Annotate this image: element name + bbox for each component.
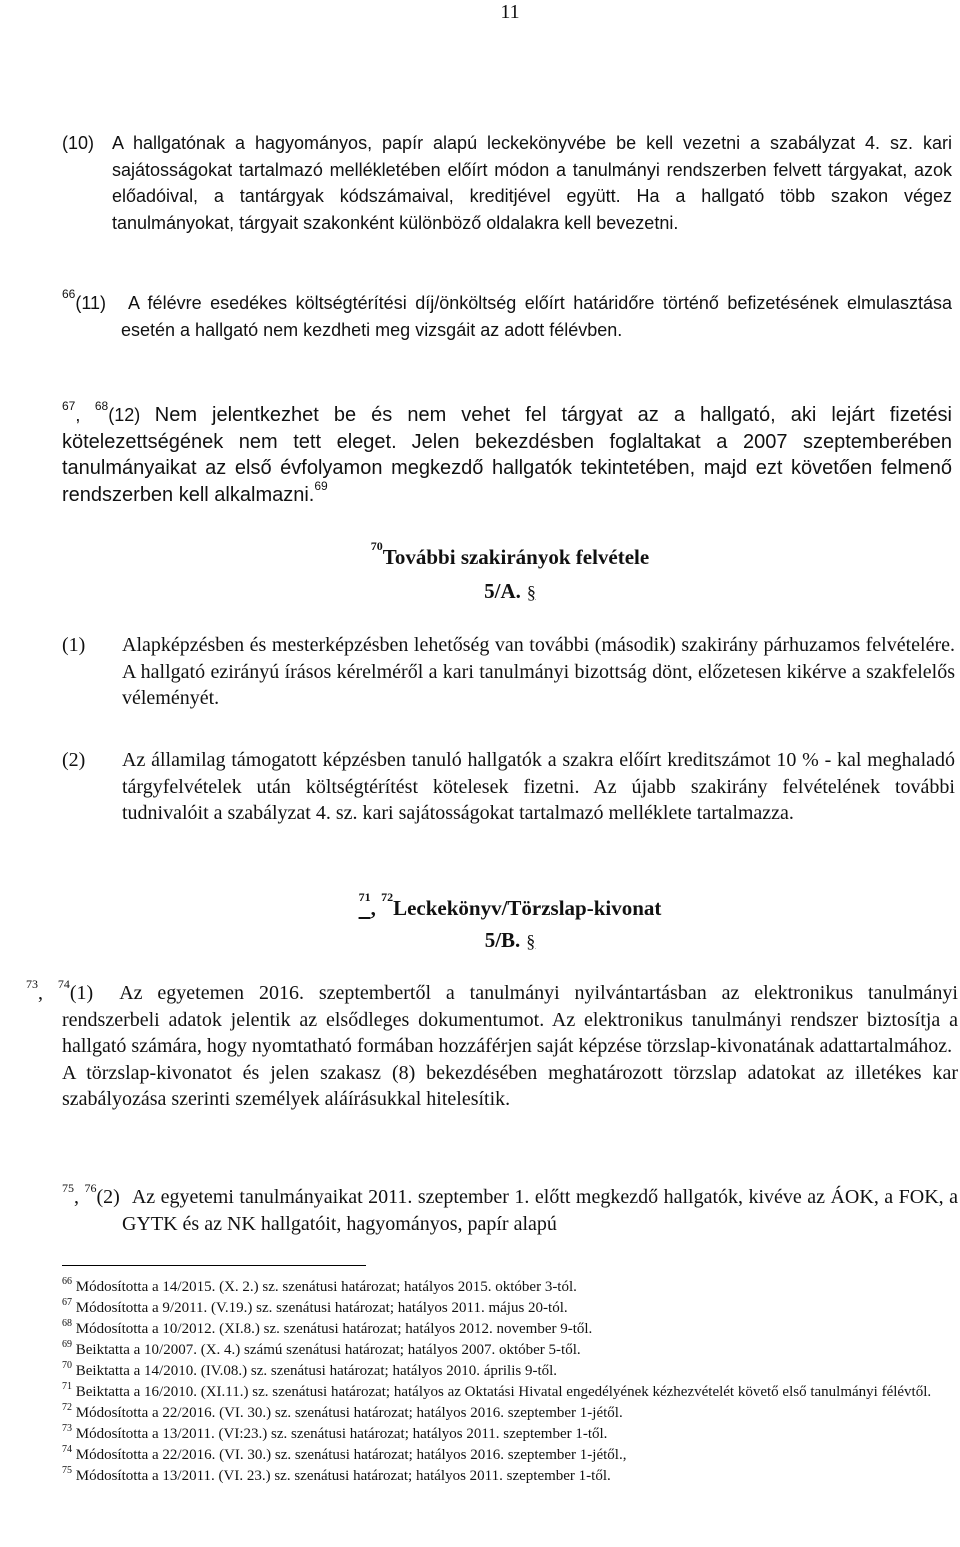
paragraph-text: Az államilag támogatott képzésben tanuló hallgatók a szakra előírt kreditszámot 10 % - kal meghaladó tárgyfelvételek után költségtérítést kötelesek fizetni. Az újabb szakirány felvételének további tudnivalóit a szabályzat 4. sz. kari sajátosságokat tartalmazó melléklete tartalmazza. [122, 749, 955, 824]
paragraph-label: (10) [62, 133, 95, 153]
paragraph-label: (2) [96, 1186, 120, 1208]
paragraph-sentence: A hallgatónak a hagyományos, papír alapú leckekönyvébe be kell vezetni a szabályzat 4. sz. kari sajátosságokat tartalmazó mellékletében előírt módon a tanulmányi rendszerben felvett tárgyakat, azok előadóival, a tantárgyak kódszámaival, kreditjével együtt. [112, 133, 952, 206]
footnote [62, 1424, 942, 1445]
footnote-number: 69 [62, 1339, 72, 1350]
footnote-ref[interactable]: 73 [26, 977, 38, 991]
footnote [62, 1277, 942, 1298]
paragraph-label: (1) [62, 634, 86, 656]
footnote-ref[interactable]: 76 [84, 1181, 97, 1195]
footnote-text: Módosította a 13/2011. (VI. 23.) sz. szenátusi határozat; hatályos 2011. szeptember 1-től. [75, 1468, 611, 1484]
footnote-ref[interactable]: 68 [94, 399, 109, 413]
footnote-number: 73 [62, 1423, 72, 1434]
footnote-ref[interactable]: 66 [62, 287, 76, 301]
ref-separator: , [370, 896, 382, 920]
footnote-divider [62, 1265, 366, 1266]
footnote-number: 66 [62, 1276, 72, 1287]
footnote-ref[interactable]: 72 [381, 890, 394, 904]
footnote-number: 71 [62, 1381, 72, 1392]
paragraph-sentence: Az egyetemi tanulmányaikat 2011. szeptember 1. előtt megkezdő hallgatók, kivéve az ÁOK, a FOK, a GYTK és az NK hallgatóit, hagyományos, papír alapú [122, 1186, 958, 1235]
paragraph-label: (11) [75, 293, 107, 313]
paragraph-sentence: Az egyetemen 2016. szeptembertől a tanulmányi nyilvántartásban az elektronikus tanulmányi rendszerbeli adatok jelentik az elsődleges dokumentumot. Az elektronikus tanulmányi rendszer biztosítja a hallgató számára, hogy nyomtatható formában hozzáférjen saját képzése törzslap-kivonatának adattartalmához. [62, 982, 958, 1057]
footnote-number: 67 [62, 1297, 72, 1308]
paragraph-12 [62, 399, 952, 508]
page-number: 11 [500, 1, 520, 23]
footnote-text: Beiktatta a 10/2007. (X. 4.) számú szenátusi határozat; hatályos 2007. október 5-től. [75, 1342, 581, 1358]
section-number-text: 5/A. [484, 579, 521, 603]
section-5b-paragraph-2 [62, 1181, 958, 1237]
footnote-ref[interactable]: 70 [370, 539, 383, 553]
section-title: További szakirányok felvétele [382, 545, 650, 569]
section-number [0, 576, 960, 607]
footnote-text: Módosította a 13/2011. (VI:23.) sz. szenátusi határozat; hatályos 2011. szeptember 1-től. [75, 1426, 608, 1442]
footnote [62, 1361, 942, 1382]
footnote-ref[interactable]: 71 [358, 890, 371, 904]
footnote-text: Beiktatta a 16/2010. (XI.11.) sz. szenátusi határozat; hatályos az Oktatási Hivatal engedélyének kézhezvételét követő első tanulmányi félévtől. [75, 1384, 932, 1400]
ref-separator: , [38, 982, 58, 1004]
paragraph-11 [62, 287, 952, 343]
footnote [62, 1445, 942, 1466]
paragraph-text [112, 130, 952, 236]
footnote [62, 1382, 942, 1403]
paragraph-text [122, 632, 955, 712]
footnote-number: 74 [62, 1444, 72, 1455]
section-title: Leckekönyv/Törzslap-kivonat [393, 896, 662, 920]
section-5a-paragraph-2 [62, 747, 955, 827]
paragraph-label: (1) [69, 982, 94, 1004]
paragraph-sentence: Jelen bekezdésben foglaltakat a 2007 szeptemberében tanulmányaikat az első évfolyamon megkezdő hallgatók tekintetében, majd ezt követően felmenő rendszerben kell alkalmazni. [62, 430, 952, 506]
ref-separator: , [75, 405, 95, 425]
paragraph-text [26, 977, 958, 1060]
footnote-number: 68 [62, 1318, 72, 1329]
footnote-text: Módosította a 10/2012. (XI.8.) sz. szenátusi határozat; hatályos 2012. november 9-től. [75, 1321, 593, 1337]
footnote-text: Módosította a 22/2016. (VI. 30.) sz. szenátusi határozat; hatályos 2016. szeptember 1-jétől. [75, 1405, 623, 1421]
footnote-ref[interactable]: 74 [57, 977, 70, 991]
paragraph-label: (2) [62, 749, 86, 771]
footnotes [62, 1277, 942, 1487]
section-heading [0, 539, 960, 572]
footnote [62, 1466, 942, 1487]
footnote [62, 1319, 942, 1340]
paragraph-label: (12) [108, 405, 141, 425]
footnote-text: Módosította a 14/2015. (X. 2.) sz. szenátusi határozat; hatályos 2015. október 3-tól. [75, 1279, 577, 1295]
section-symbol-link[interactable]: § [526, 931, 536, 951]
paragraph-sentence: Nem jelentkezhet be és nem vehet fel tárgyat az a hallgató, aki lejárt fizetési kötelezettségének nem tett eleget. [62, 404, 952, 453]
section-5a-paragraph-1 [62, 632, 955, 712]
ref-separator: , [74, 1186, 85, 1208]
footnote-text: Módosította a 22/2016. (VI. 30.) sz. szenátusi határozat; hatályos 2016. szeptember 1-jétől., [75, 1447, 627, 1463]
paragraph-text: A törzslap-kivonatot és jelen szakasz (8) bekezdésében meghatározott törzslap adatokat az illetékes kar szabályozása szerinti személyek aláírásukkal hitelesítik. [62, 1061, 958, 1110]
footnote-text: Módosította a 9/2011. (V.19.) sz. szenátusi határozat; hatályos 2011. május 20-tól. [75, 1300, 568, 1316]
section-symbol-link[interactable]: § [526, 582, 536, 602]
footnote-text: Beiktatta a 14/2010. (IV.08.) sz. szenátusi határozat; hatályos 2010. április 9-től. [75, 1363, 558, 1379]
paragraph-text [62, 287, 952, 343]
paragraph-sentence: A hallgató ezirányú írásos kérelméről a kari tanulmányi bizottság dönt, előzetesen kikérve a szakfelelős véleményét. [122, 660, 955, 709]
section-number-text: 5/B. [484, 928, 521, 952]
paragraph-10 [62, 130, 952, 236]
footnote [62, 1340, 942, 1361]
section-5b-paragraph-1 [26, 977, 958, 1113]
section-heading [0, 890, 960, 923]
footnote-number: 75 [62, 1465, 72, 1476]
paragraph-sentence: Ha a hallgató több szakon végez tanulmányokat, tárgyait szakonként különböző oldalakra kell bevezetni. [112, 186, 952, 233]
footnote-ref[interactable]: 69 [314, 478, 328, 493]
section-number [0, 925, 960, 956]
footnote-number: 70 [62, 1360, 72, 1371]
footnote [62, 1403, 942, 1424]
footnote-ref[interactable]: 75 [62, 1181, 74, 1195]
footnote-number: 72 [62, 1402, 72, 1413]
paragraph-sentence: A félévre esedékes költségtérítési díj/önköltség előírt határidőre történő befizetésének elmulasztása esetén a hallgató nem kezdheti meg vizsgáit az adott félévben. [121, 293, 952, 340]
paragraph-text [62, 1181, 958, 1237]
footnote [62, 1298, 942, 1319]
paragraph-sentence: Alapképzésben és mesterképzésben lehetőség van további (második) szakirány párhuzamos felvételére. [122, 634, 955, 656]
footnote-ref[interactable]: 67 [62, 399, 76, 413]
paragraph-text [62, 399, 952, 508]
